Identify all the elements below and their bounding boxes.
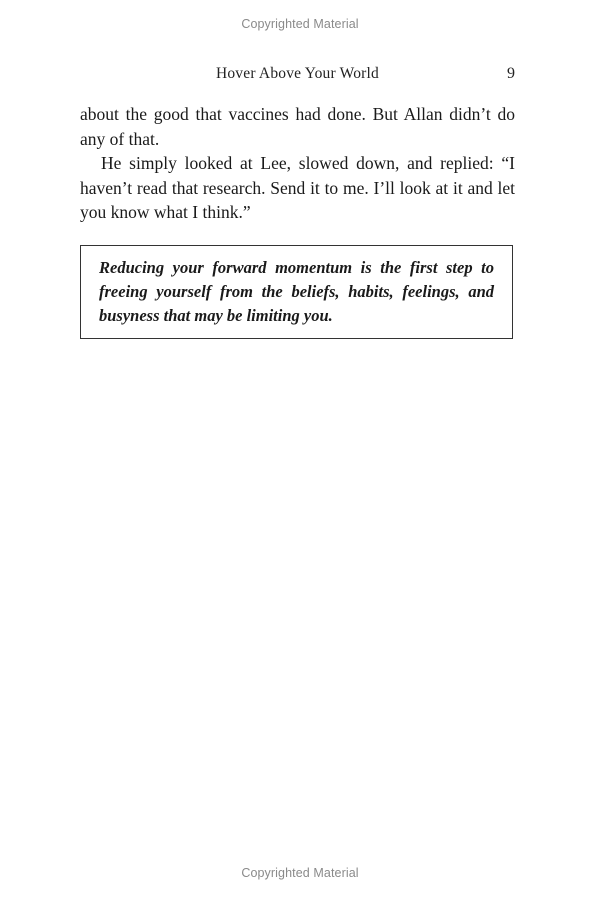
paragraph-continuation: about the good that vaccines had done. But Allan didn’t do any of that. <box>80 104 515 149</box>
running-header <box>80 65 515 85</box>
pull-quote-box <box>80 245 513 339</box>
page-number: 9 <box>507 65 515 82</box>
copyright-watermark-top: Copyrighted Material <box>241 17 359 31</box>
body-text <box>80 102 515 225</box>
copyright-watermark-bottom: Copyrighted Material <box>241 866 359 880</box>
pull-quote-text: Reducing your forward momentum is the first step to freeing yourself from the beliefs, habits, feelings, and busyness that may be limiting you. <box>99 258 494 325</box>
running-title: Hover Above Your World <box>215 65 380 82</box>
paragraph-allan-reply: He simply looked at Lee, slowed down, and replied: “I haven’t read that research. Send it to me. I’ll look at it and let you know what I think.” <box>80 153 515 222</box>
